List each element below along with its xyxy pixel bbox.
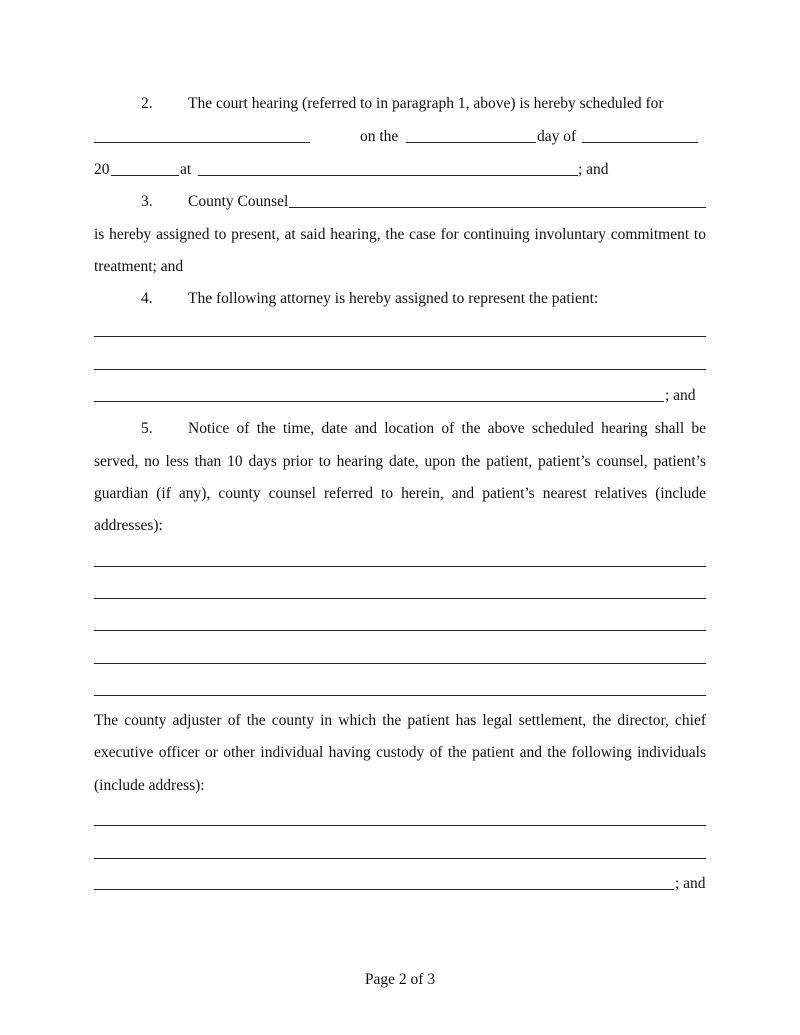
para4-number: 4. xyxy=(141,290,153,307)
para6-line1: The county adjuster of the county in which the patient has legal settlement, the director, chief xyxy=(94,712,706,729)
para5-number: 5. xyxy=(141,420,153,437)
address-blank-line[interactable] xyxy=(94,695,706,696)
para4-text: The following attorney is hereby assigned to represent the patient: xyxy=(188,290,599,307)
para3-line3: treatment; and xyxy=(94,258,184,275)
attorney-blank-line[interactable] xyxy=(94,369,706,370)
page-number: Page 2 of 3 xyxy=(364,971,436,988)
month-blank[interactable] xyxy=(582,127,698,143)
para4-tail: ; and xyxy=(665,387,696,404)
individuals-blank-line[interactable] xyxy=(94,874,674,890)
on-the-label: on the xyxy=(360,128,399,145)
para3-line2: is hereby assigned to present, at said hearing, the case for continuing involuntary commitment to xyxy=(94,226,706,243)
para6-tail: ; and xyxy=(675,875,706,892)
year-blank[interactable] xyxy=(111,160,179,176)
address-blank-line[interactable] xyxy=(94,663,706,664)
hearing-date-blank[interactable] xyxy=(94,127,310,143)
attorney-blank-line[interactable] xyxy=(94,336,706,337)
year-prefix: 20 xyxy=(94,161,110,178)
day-of-label: day of xyxy=(537,128,577,145)
para5-line3: guardian (if any), county counsel referred to herein, and patient’s nearest relatives (include xyxy=(94,485,706,502)
para5-line2: served, no less than 10 days prior to hearing date, upon the patient, patient’s counsel, patient’s xyxy=(94,453,706,470)
para5-text: Notice of the time, date and location of the above scheduled hearing shall be xyxy=(188,420,706,437)
county-counsel-label: County Counsel xyxy=(188,193,289,210)
para2-text: The court hearing (referred to in paragraph 1, above) is hereby scheduled for xyxy=(188,95,664,112)
address-blank-line[interactable] xyxy=(94,598,706,599)
county-counsel-blank[interactable] xyxy=(289,192,706,208)
para3-number: 3. xyxy=(141,193,153,210)
para6-line3: (include address): xyxy=(94,777,205,794)
address-blank-line[interactable] xyxy=(94,566,706,567)
location-blank[interactable] xyxy=(198,160,578,176)
para2-number: 2. xyxy=(141,95,153,112)
para5-line4: addresses): xyxy=(94,517,163,534)
para2-tail: ; and xyxy=(578,161,609,178)
para6-line2: executive officer or other individual having custody of the patient and the following individuals xyxy=(94,744,706,761)
attorney-blank-line[interactable] xyxy=(94,386,664,402)
individuals-blank-line[interactable] xyxy=(94,825,706,826)
individuals-blank-line[interactable] xyxy=(94,858,706,859)
address-blank-line[interactable] xyxy=(94,630,706,631)
at-label: at xyxy=(180,161,192,178)
day-blank[interactable] xyxy=(406,127,536,143)
